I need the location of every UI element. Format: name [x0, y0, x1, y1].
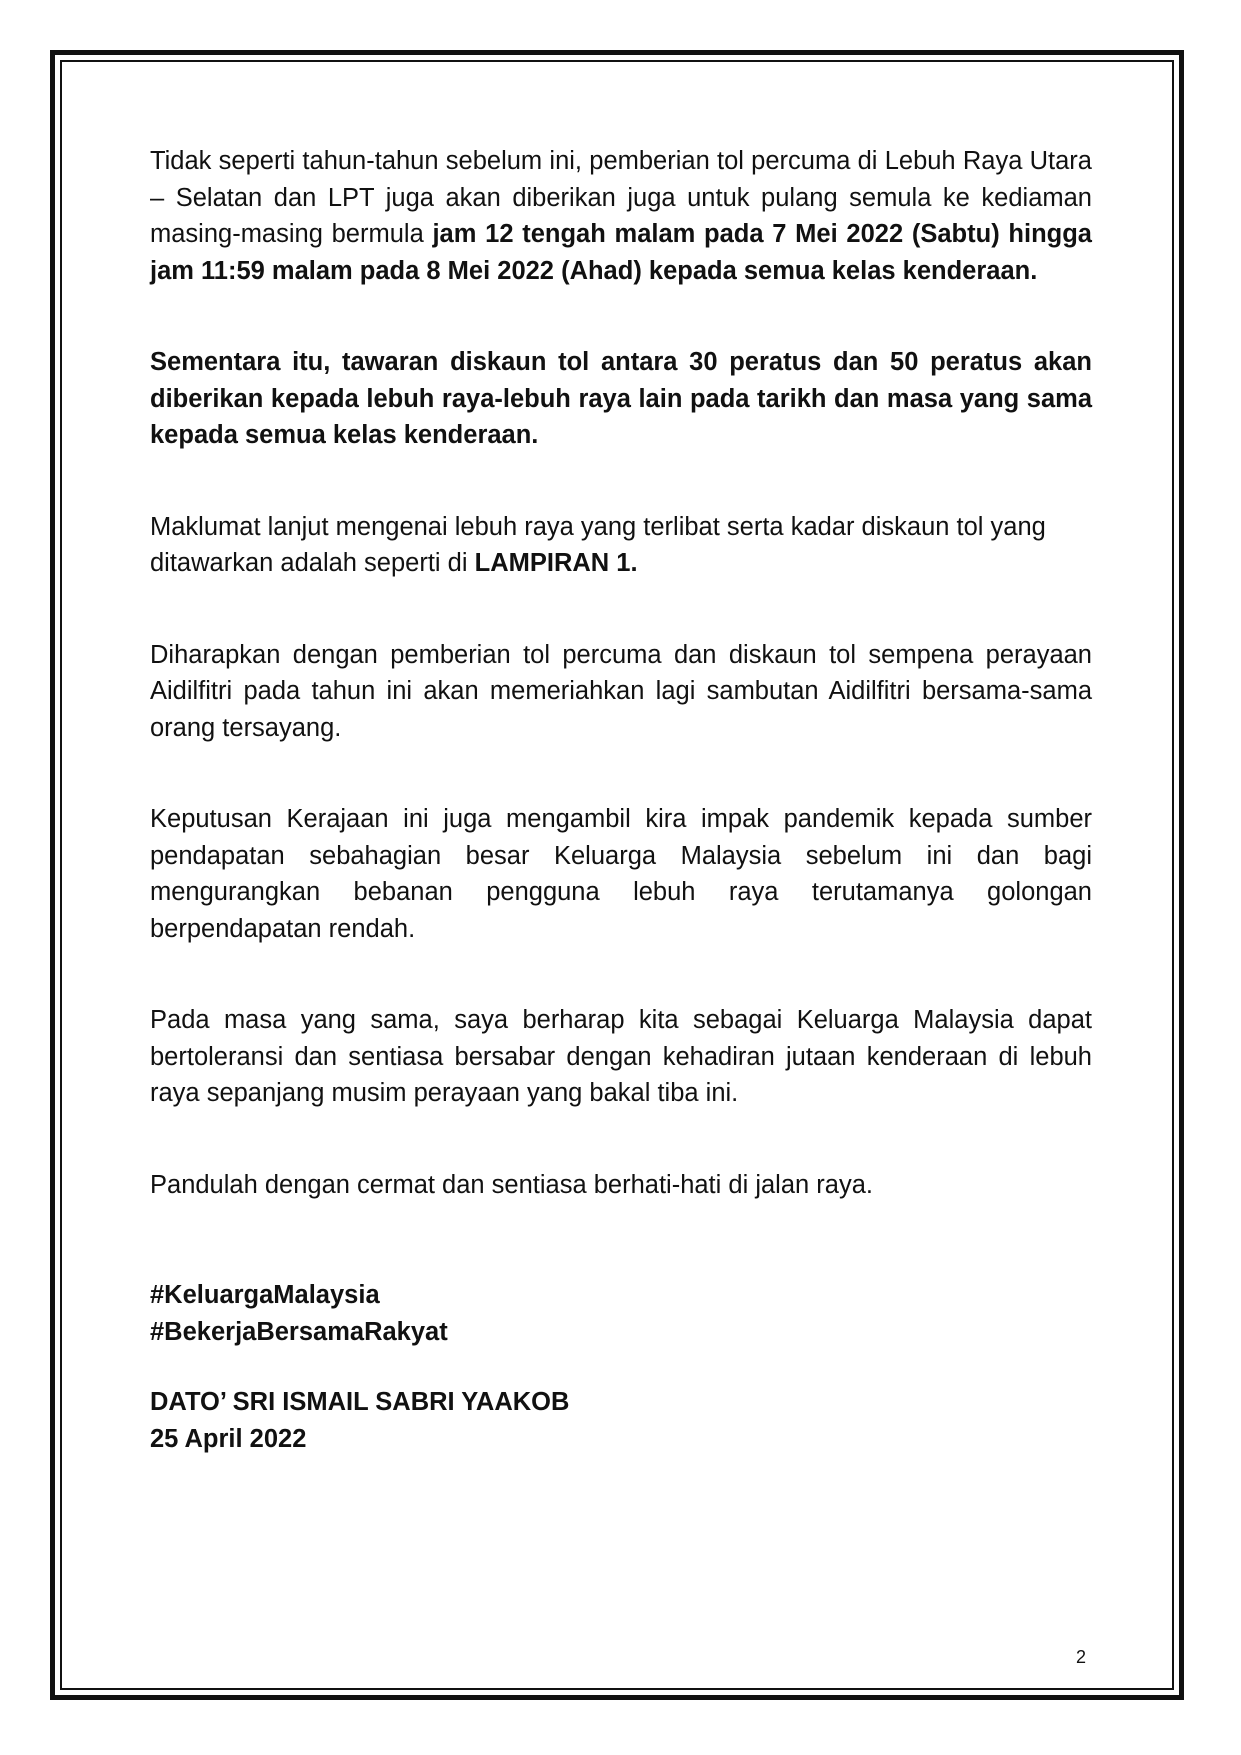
paragraph-bold-text: jam 12 tengah malam pada 7 Mei 2022 (Sabtu) hingga jam 11:59 malam pada 8 Mei 2022 (Ahad) kepada semua kelas kenderaan. — [150, 220, 1092, 285]
page-number: 2 — [1076, 1647, 1087, 1667]
signature-block — [150, 1384, 1092, 1457]
paragraph-text: Tidak seperti tahun-tahun sebelum ini, pemberian tol percuma di Lebuh Raya Utara – Selatan dan LPT juga akan diberikan juga untuk pulang semula ke kediaman masing-masing bermula — [150, 147, 1092, 248]
appendix-reference: LAMPIRAN 1. — [474, 549, 638, 577]
paragraph-drive-safely — [150, 1167, 1092, 1204]
document-body — [150, 143, 1092, 1457]
paragraph-info — [150, 509, 1092, 582]
paragraph-tolerance — [150, 1002, 1092, 1112]
paragraph-text: Pandulah dengan cermat dan sentiasa berhati-hati di jalan raya. — [150, 1170, 873, 1199]
hashtag-block — [150, 1277, 1092, 1350]
paragraph-free-toll — [150, 143, 1092, 289]
paragraph-bold-text: Sementara itu, tawaran diskaun tol antara 30 peratus dan 50 peratus akan diberikan kepada lebuh raya-lebuh raya lain pada tarikh dan masa yang sama kepada semua kelas kenderaan. — [150, 348, 1092, 449]
paragraph-text: Maklumat lanjut mengenai lebuh raya yang terlibat serta kadar diskaun tol yang ditawarkan adalah seperti di — [150, 512, 1046, 577]
paragraph-text: Keputusan Kerajaan ini juga mengambil kira impak pandemik kepada sumber pendapatan sebahagian besar Keluarga Malaysia sebelum ini dan bagi mengurangkan bebanan pengguna lebuh raya terutamanya golongan berpendapatan rendah. — [150, 805, 1092, 943]
signatory-name: DATO’ SRI ISMAIL SABRI YAAKOB — [150, 1388, 570, 1416]
hashtag: #KeluargaMalaysia — [150, 1281, 380, 1309]
paragraph-hope — [150, 637, 1092, 747]
paragraph-text: Pada masa yang sama, saya berharap kita sebagai Keluarga Malaysia dapat bertoleransi dan sentiasa bersabar dengan kehadiran jutaan kenderaan di lebuh raya sepanjang musim perayaan yang bakal tiba ini. — [150, 1006, 1092, 1107]
hashtag: #BekerjaBersamaRakyat — [150, 1317, 448, 1346]
paragraph-text: Diharapkan dengan pemberian tol percuma dan diskaun tol sempena perayaan Aidilfitri pada tahun ini akan memeriahkan lagi sambutan Aidilfitri bersama-sama orang tersayang. — [150, 640, 1092, 742]
paragraph-decision — [150, 801, 1092, 947]
paragraph-discount — [150, 344, 1092, 454]
signature-date: 25 April 2022 — [150, 1424, 307, 1453]
